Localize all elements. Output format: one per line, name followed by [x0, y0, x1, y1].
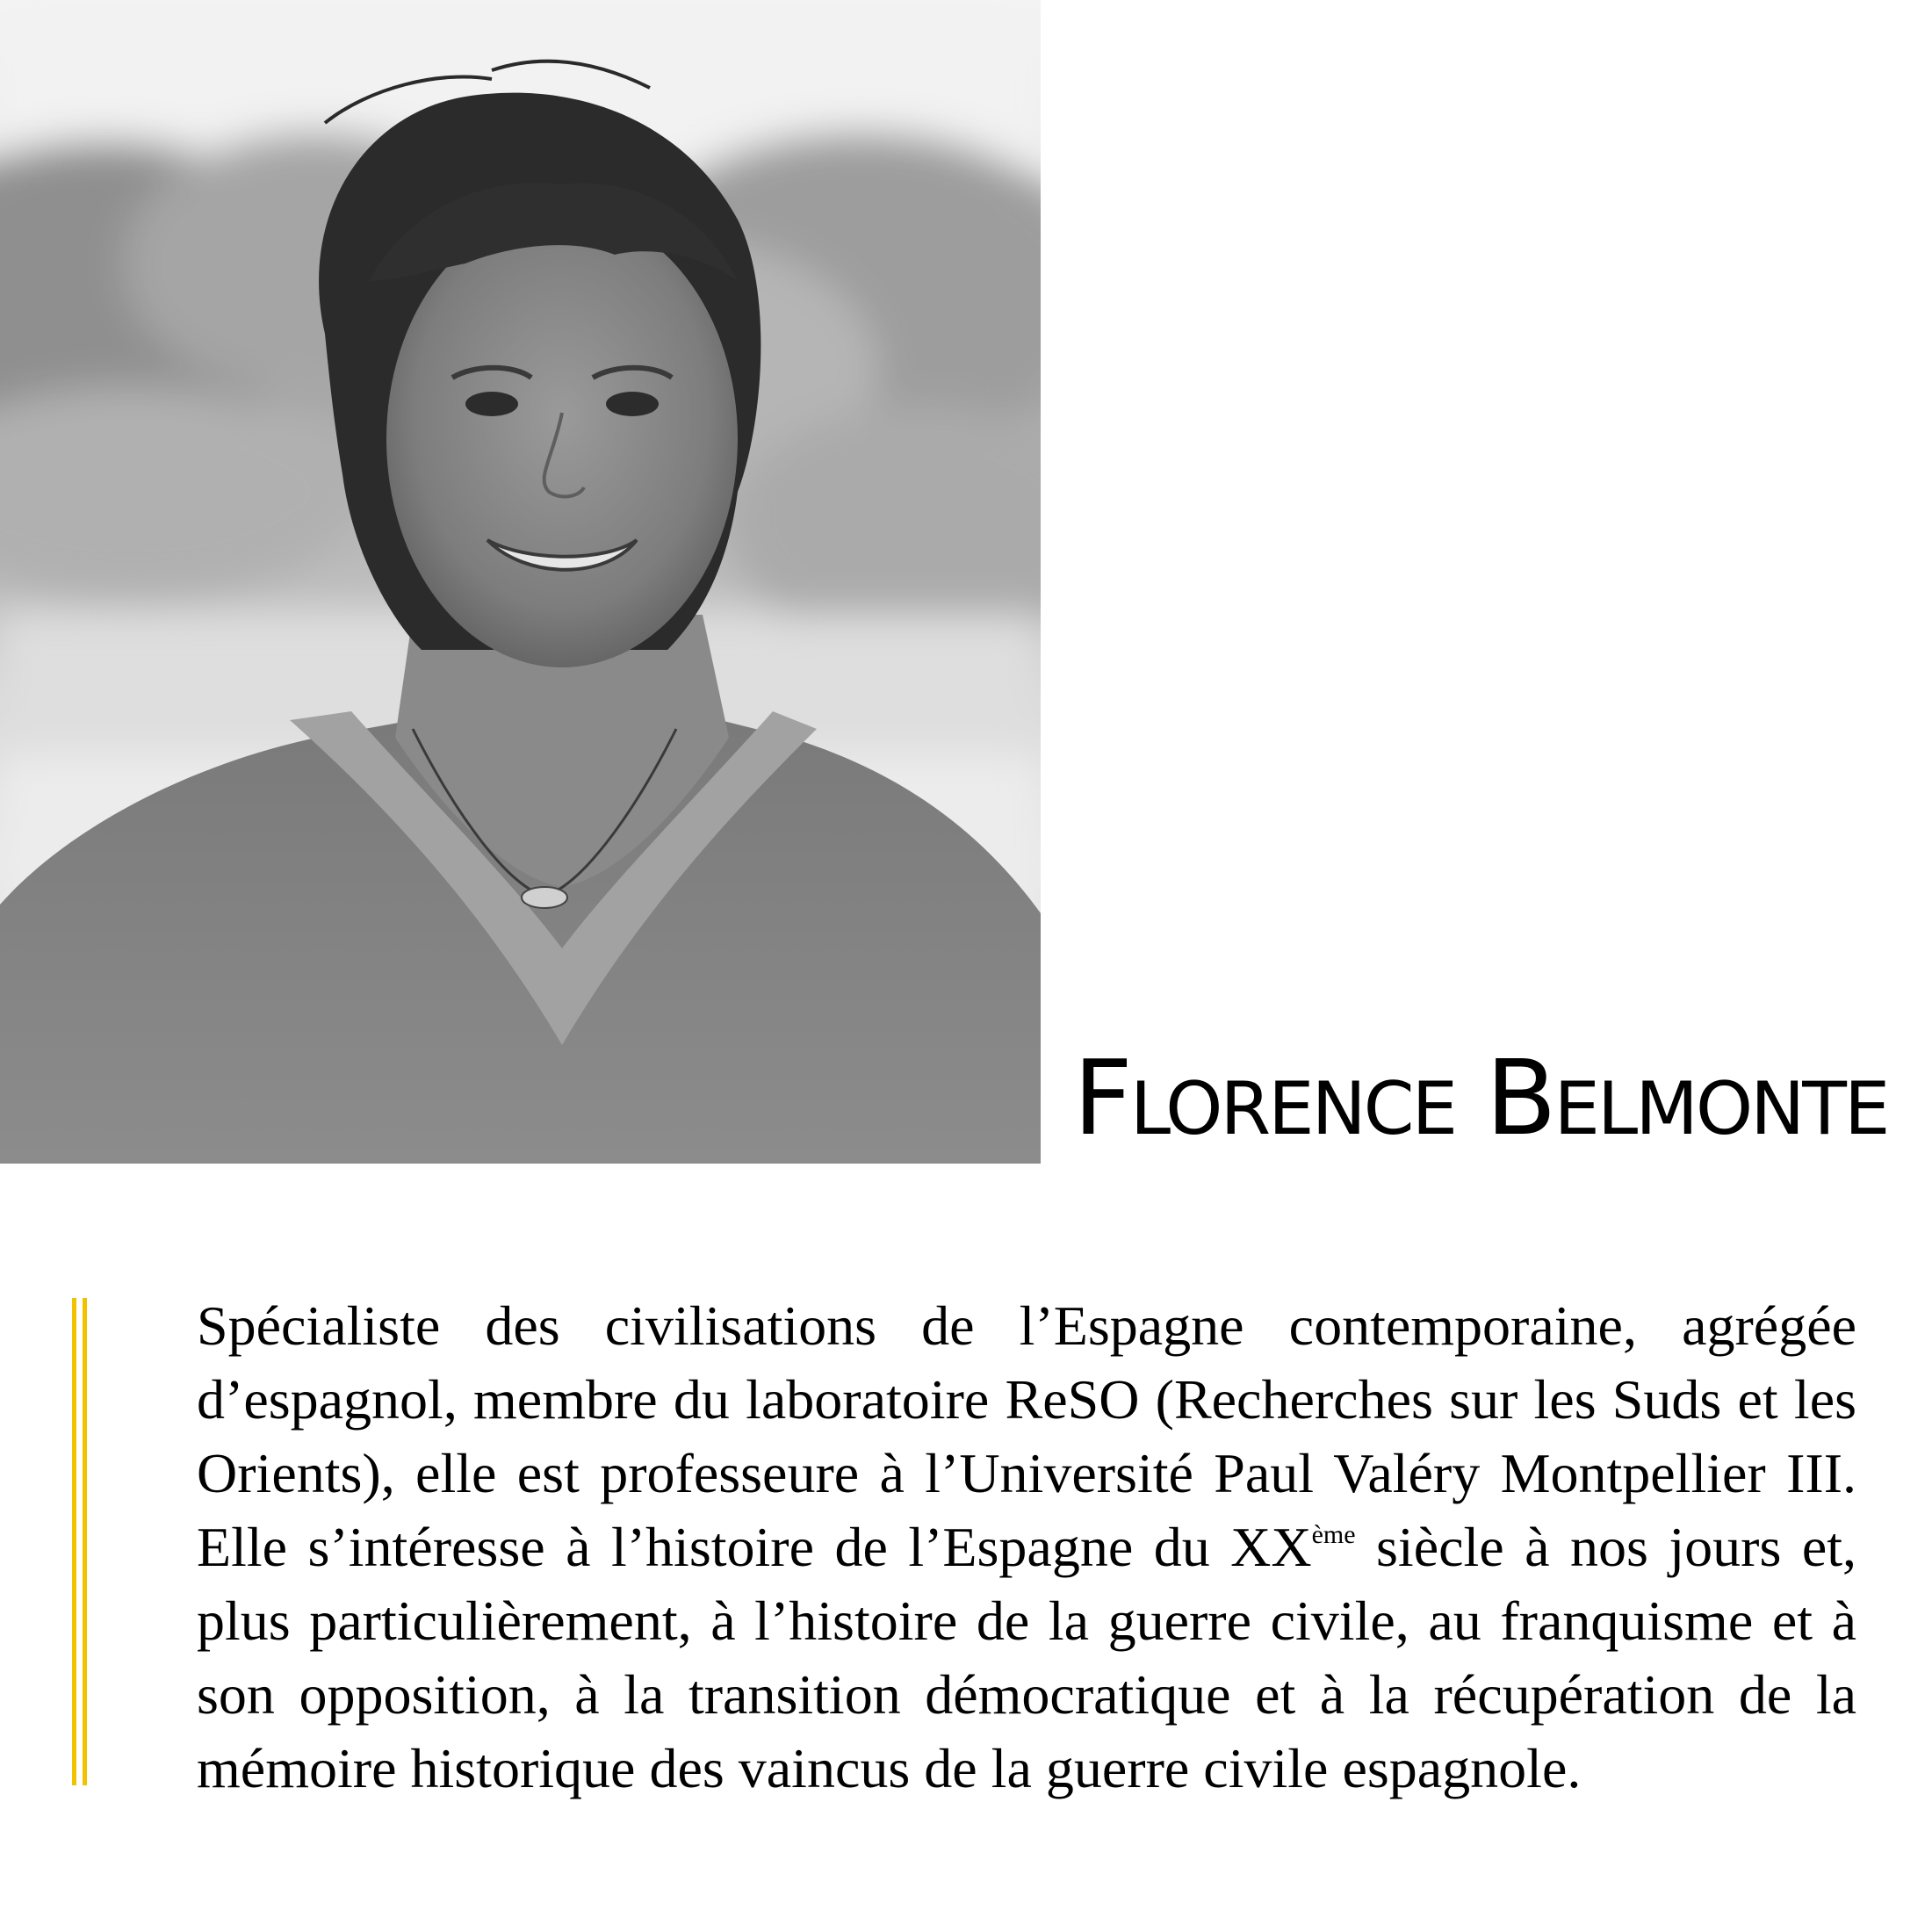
biography-text-part2: siècle à nos jours et, plus particulièrement, à l’histoire de la guerre civile, au franquisme et à son opposition, à la transition démocratique et à la récupération de la mémoire historique des vaincus de la guerre civile espagnole. [197, 1516, 1856, 1799]
accent-line-right [83, 1298, 87, 1785]
biography-superscript: ème [1311, 1519, 1356, 1549]
accent-line-left [72, 1298, 76, 1785]
person-name: Florence Belmonte [1073, 1037, 1888, 1158]
biography-paragraph [197, 1289, 1856, 1806]
biography-text-part1: Spécialiste des civilisations de l’Espagne contemporaine, agrégée d’espagnol, membre du laboratoire ReSO (Recherches sur les Suds et les Orients), elle est professeure à l’Université Paul Valéry Montpellier III. Elle s’intéresse à l’histoire de l’Espagne du XX [197, 1294, 1856, 1578]
portrait-illustration [0, 0, 1041, 1164]
accent-bar [72, 1298, 88, 1785]
portrait-photo [0, 0, 1041, 1164]
